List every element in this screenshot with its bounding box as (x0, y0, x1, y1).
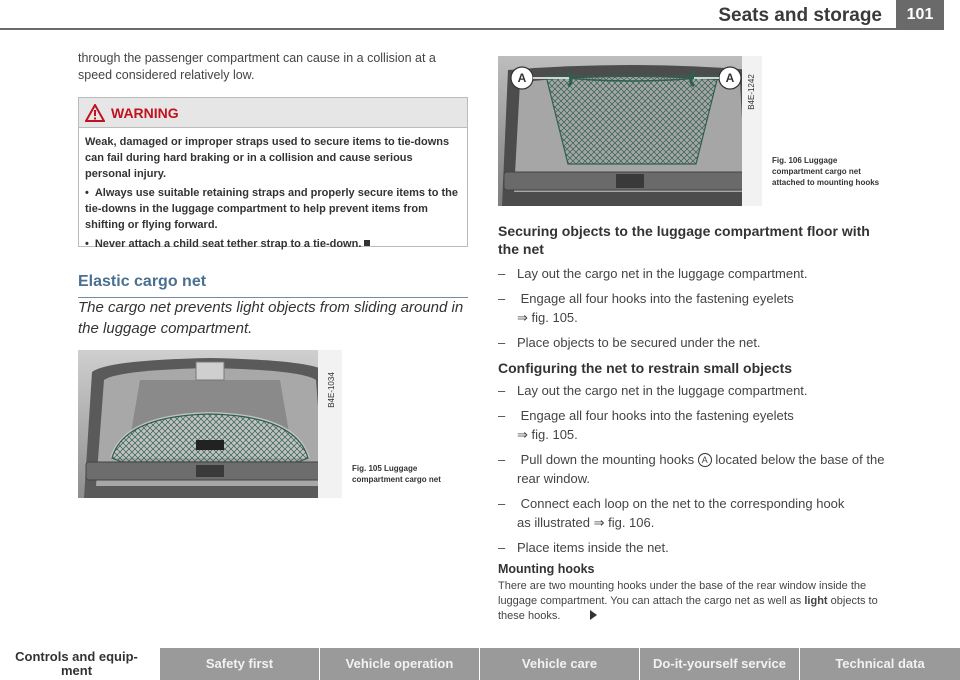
mounting-text-b: objects to these hooks. (498, 595, 878, 622)
tab-do-it-yourself-service[interactable]: Do-it-yourself service (640, 648, 800, 680)
floor-step-2 (498, 289, 890, 327)
config-step-5: – Place items inside the net. (498, 538, 890, 557)
warning-title: WARNING (111, 104, 179, 121)
figure-105-cargo-net (78, 350, 342, 498)
warning-triangle-icon (85, 104, 105, 122)
fig105-code: B4E-1034 (327, 372, 336, 408)
mounting-title: Mounting hooks (498, 562, 595, 576)
config-step-3-text-a: Pull down the mounting hooks (520, 452, 695, 467)
tab-vehicle-care[interactable]: Vehicle care (480, 648, 640, 680)
warning-bullet-1-text: Always use suitable retaining straps and properly secure items to the tie-downs in the luggage compartment to help prevent items from shifting or flying forward. (85, 187, 458, 231)
config-step-1: – Lay out the cargo net in the luggage compartment. (498, 381, 890, 400)
warning-paragraph: Weak, damaged or improper straps used to secure items to tie-downs can fail during hard braking or in a collision and cause serious personal injury. (85, 136, 450, 180)
floor-section (498, 222, 890, 352)
floor-title: Securing objects to the luggage compartment floor with the net (498, 223, 870, 257)
config-step-2-ref: ⇒ fig. 105. (517, 427, 578, 442)
intro-text: through the passenger compartment can cause in a collision at a speed considered relatively low. (78, 51, 436, 82)
mounting-text-bold: light (804, 595, 828, 607)
config-step-4-ref: as illustrated ⇒ fig. 106. (517, 515, 655, 530)
tab-safety-first[interactable]: Safety first (160, 648, 320, 680)
mounting-text-a: There are two mounting hooks under the base of the rear window inside the luggage compartment. You can attach the cargo net as well as (498, 580, 867, 607)
section-lead: The cargo net prevents light objects from sliding around in the luggage compartment. (78, 299, 464, 337)
tab-technical-data[interactable]: Technical data (800, 648, 960, 680)
figure-105-caption: Fig. 105 Luggage compartment cargo net (352, 464, 441, 484)
config-step-4 (498, 494, 890, 532)
config-title: Configuring the net to restrain small objects (498, 360, 793, 376)
continue-arrow-icon (590, 610, 597, 620)
warning-box (78, 97, 468, 250)
page-number: 101 (896, 0, 944, 30)
config-step-2 (498, 406, 890, 444)
warning-body (79, 128, 467, 252)
warning-bullet-2-text: Never attach a child seat tether strap to a tie-down. (94, 238, 362, 250)
page-header-title: Seats and storage (718, 5, 882, 26)
figure-106-caption: Fig. 106 Luggage compartment cargo net attached to mounting hooks (772, 156, 880, 187)
fig106-label-left: A (517, 71, 527, 85)
config-step-4-text: Connect each loop on the net to the corresponding hook (520, 496, 845, 511)
floor-step-2-ref: ⇒ fig. 105. (517, 310, 578, 325)
warning-bullet-1 (85, 185, 461, 233)
config-section (498, 359, 890, 557)
callout-a-icon: A (698, 453, 712, 467)
footer-nav (0, 648, 960, 680)
warning-bullet-2 (85, 236, 461, 252)
fig106-label-right: A (725, 71, 735, 85)
tab-vehicle-operation[interactable]: Vehicle operation (320, 648, 480, 680)
mounting-text (498, 579, 890, 624)
end-of-section-marker (364, 240, 370, 246)
config-step-3 (498, 450, 890, 488)
floor-step-3: – Place objects to be secured under the net. (498, 333, 890, 352)
figure-106-mounting-hooks (498, 56, 762, 206)
floor-step-2-text: Engage all four hooks into the fastening eyelets (520, 291, 794, 306)
config-step-3-text-b: located below the base of the rear window. (517, 452, 885, 486)
floor-step-1: – Lay out the cargo net in the luggage compartment. (498, 264, 890, 283)
tab-controls-and-equipment[interactable]: Controls and equip-ment (0, 648, 160, 680)
fig106-code: B4E-1242 (747, 74, 756, 110)
config-step-2-text: Engage all four hooks into the fastening eyelets (520, 408, 794, 423)
header-rule (0, 28, 898, 30)
section-title: Elastic cargo net (78, 273, 468, 298)
warning-header (79, 98, 467, 128)
mounting-section (498, 562, 890, 624)
